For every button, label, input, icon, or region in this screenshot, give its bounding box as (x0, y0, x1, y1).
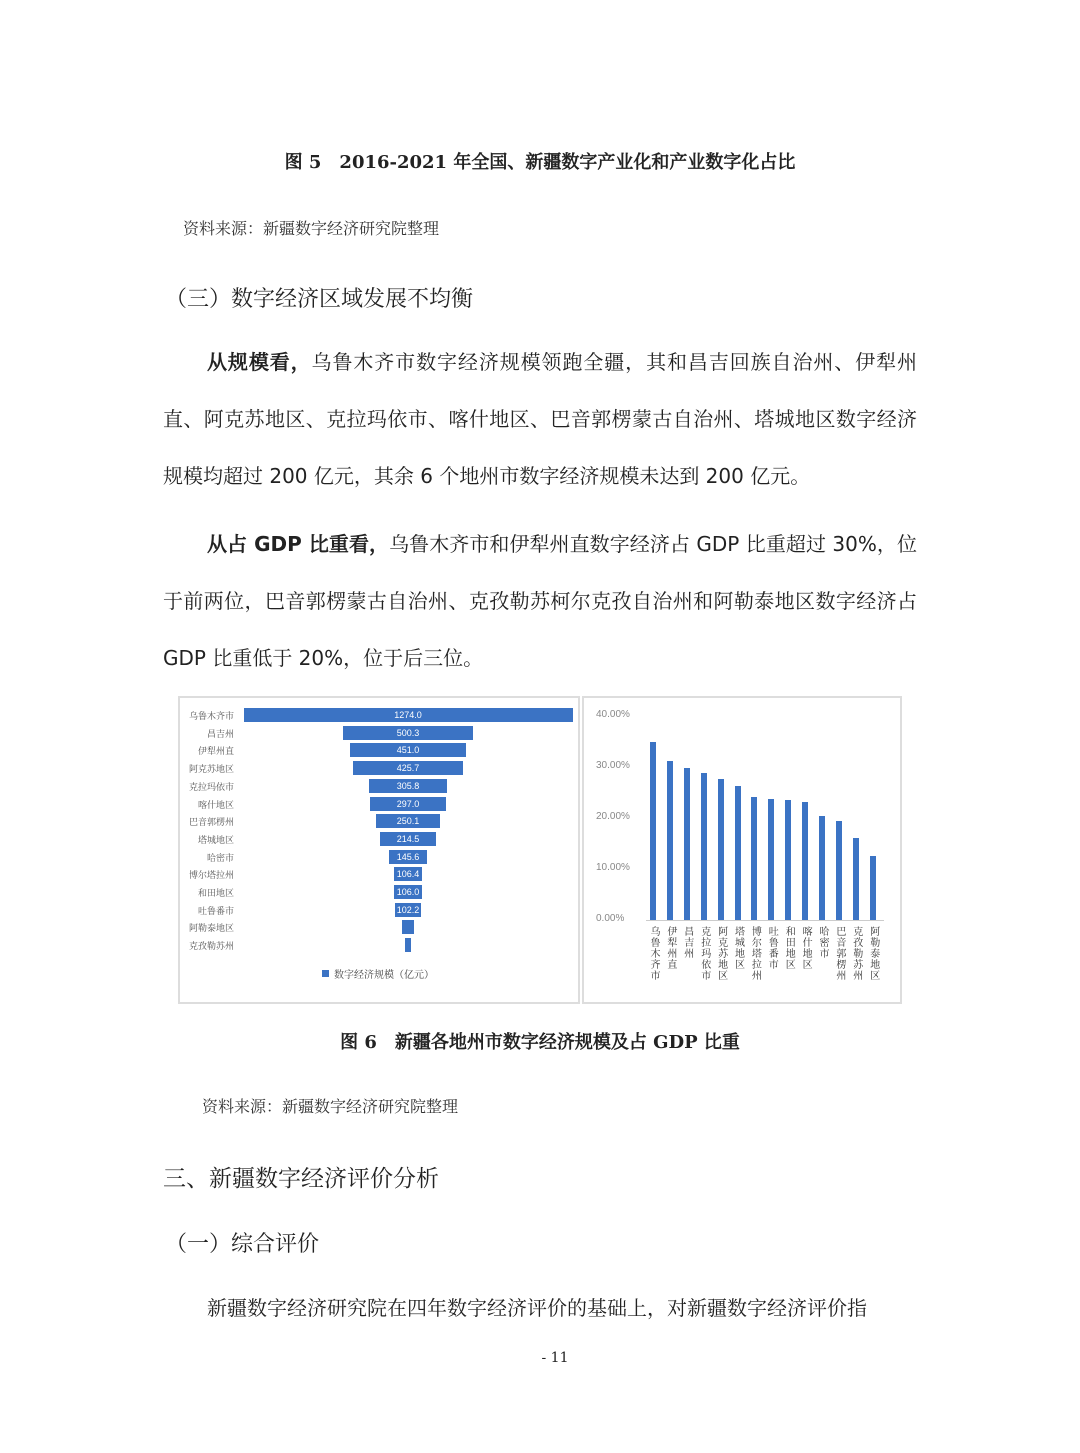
data-label: 106.0 (396, 887, 420, 897)
figure5-source: 资料来源：新疆数字经济研究院整理 (183, 219, 440, 238)
bar (751, 797, 757, 920)
category-label: 喀什地区 (197, 800, 234, 811)
y-tick-label: 0.00% (596, 913, 625, 924)
data-label: 451.0 (396, 745, 420, 756)
category-label: 昌吉州 (206, 729, 234, 740)
category-label: 和田地区 (783, 926, 795, 970)
page-number: - 11 (541, 1350, 569, 1366)
bar (735, 786, 741, 920)
category-label: 哈密市 (817, 926, 828, 959)
paragraph-lead: 从占 GDP 比重看， (207, 532, 390, 556)
data-label: 102.2 (396, 904, 420, 915)
bar (870, 856, 876, 920)
category-label: 乌鲁木齐市 (648, 926, 659, 981)
bar (802, 802, 808, 920)
category-label: 和田地区 (197, 889, 234, 899)
bar (701, 773, 707, 920)
category-label: 巴音郭楞州 (833, 926, 845, 981)
x-axis-line (646, 920, 884, 921)
bar (768, 799, 774, 920)
y-tick-label: 30.00% (596, 760, 630, 771)
category-label: 伊犁州直 (664, 926, 676, 970)
category-label: 克孜勒苏州 (188, 942, 234, 953)
category-label: 乌鲁木齐市 (188, 712, 234, 722)
bar (836, 821, 842, 920)
category-label: 克拉玛依市 (698, 926, 710, 981)
paragraph-scale (163, 334, 917, 505)
bar (667, 761, 673, 920)
data-label: 1274.0 (394, 710, 422, 720)
data-label: 106.4 (396, 869, 420, 880)
legend-label: 数字经济规模（亿元） (334, 970, 434, 981)
category-label: 克拉玛依市 (188, 782, 234, 793)
category-label: 塔城地区 (197, 835, 234, 846)
category-label: 喀什地区 (800, 926, 812, 970)
paragraph-lead: 从规模看， (207, 350, 312, 374)
data-label: 305.8 (396, 780, 420, 791)
bar (718, 779, 724, 920)
bar (785, 800, 791, 920)
figure5-caption: 图 5 2016-2021 年全国、新疆数字产业化和产业数字化占比 (284, 152, 796, 173)
bar (650, 742, 656, 921)
data-label: 297.0 (396, 798, 420, 809)
figure6-caption: 图 6 新疆各地州市数字经济规模及占 GDP 比重 (340, 1032, 740, 1053)
bar-chart-gdp-share (582, 696, 902, 1004)
category-label: 阿克苏地区 (188, 765, 234, 776)
data-label: 425.7 (396, 763, 420, 774)
chart-legend (322, 966, 434, 981)
data-label: 500.3 (396, 727, 420, 738)
bar (402, 920, 414, 934)
legend-swatch (322, 970, 329, 977)
funnel-chart-scale (178, 696, 580, 1004)
category-label: 阿勒泰地区 (867, 926, 879, 981)
subsection-heading-overall: （一）综合评价 (165, 1232, 320, 1257)
bar (405, 938, 412, 952)
category-label: 博尔塔拉州 (749, 926, 761, 981)
y-tick-label: 20.00% (596, 811, 630, 822)
section-heading-imbalance: （三）数字经济区域发展不均衡 (165, 287, 474, 312)
paragraph-text: 乌鲁木齐市和伊犁州直数字经济占 GDP 比重超过 30%，位于前两位，巴音郭楞蒙古自治州、克孜勒苏柯尔克孜自治州和阿勒泰地区数字经济占 GDP 比重低于 20%，位于后三位。 (163, 532, 917, 670)
data-label: 250.1 (396, 816, 420, 827)
category-label: 伊犁州直 (197, 747, 234, 758)
bar (819, 816, 825, 920)
bar (853, 838, 859, 920)
section-heading-evaluation: 三、新疆数字经济评价分析 (163, 1166, 439, 1192)
category-label: 吐鲁番市 (766, 926, 778, 970)
category-label: 阿勒泰地区 (188, 924, 234, 935)
category-label: 哈密市 (206, 853, 234, 864)
category-label: 吐鲁番市 (197, 906, 234, 917)
category-label: 昌吉州 (681, 926, 693, 959)
paragraph-evaluation: 新疆数字经济研究院在四年数字经济评价的基础上，对新疆数字经济评价指 (207, 1296, 867, 1320)
data-label: 214.5 (396, 833, 420, 844)
y-tick-label: 40.00% (596, 709, 630, 720)
y-tick-label: 10.00% (596, 862, 630, 873)
figure6-source: 资料来源：新疆数字经济研究院整理 (202, 1097, 459, 1116)
category-label: 巴音郭楞州 (188, 818, 234, 829)
category-label: 克孜勒苏州 (850, 926, 862, 981)
category-label: 塔城地区 (732, 926, 744, 970)
paragraph-text: 乌鲁木齐市数字经济规模领跑全疆，其和昌吉回族自治州、伊犁州直、阿克苏地区、克拉玛依市、喀什地区、巴音郭楞蒙古自治州、塔城地区数字经济规模均超过 200 亿元，其余 6 个地州市数字经济规模未达到 200 亿元。 (163, 350, 918, 488)
data-label: 145.6 (396, 851, 420, 862)
bar (684, 768, 690, 920)
category-label: 博尔塔拉州 (188, 871, 234, 882)
category-label: 阿克苏地区 (715, 926, 727, 981)
paragraph-gdp-share (163, 516, 917, 687)
